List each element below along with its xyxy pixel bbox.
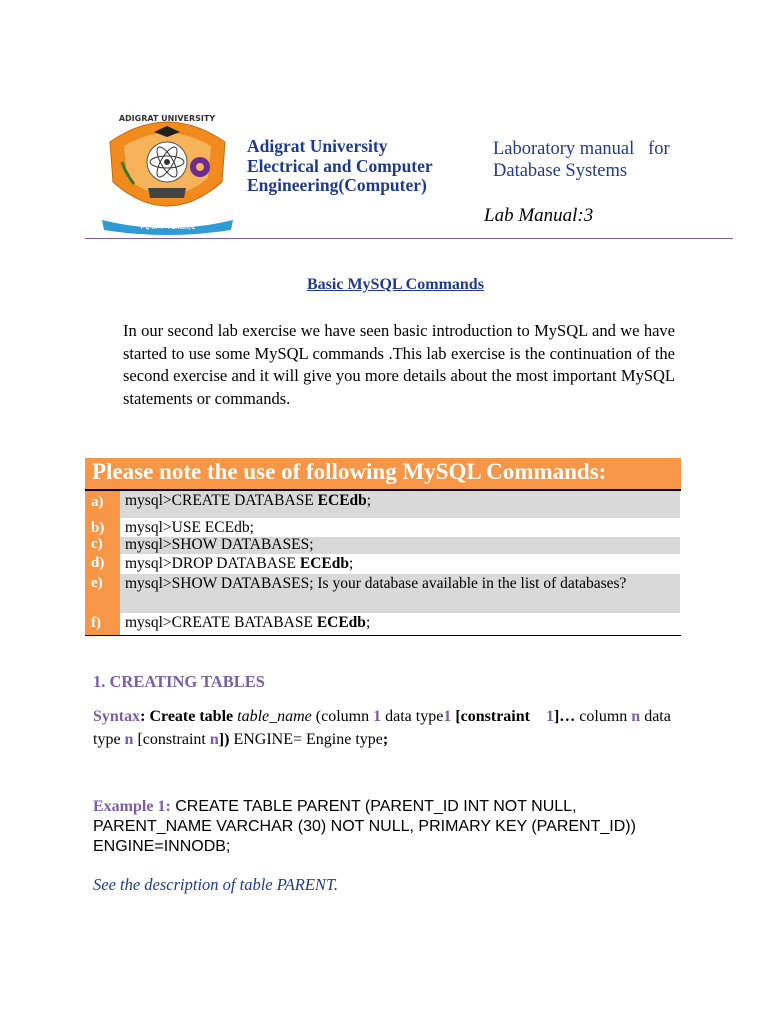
syntax-block [93,705,673,751]
command-text: mysql>SHOW DATABASES; Is your database available in the list of databases? [125,575,627,592]
university-name: Adigrat University [247,136,388,156]
command-text: mysql>SHOW DATABASES; [125,536,314,553]
row-letter-a: a) [91,494,104,510]
row-letter-f: f) [91,615,101,631]
syntax-label: Syntax [93,708,141,725]
row-letter-b: b) [91,520,105,536]
syntax-column: column [579,708,628,725]
command-db-name: ECEdb [317,492,367,509]
syntax-constraint: [constraint [137,731,206,748]
example-code: CREATE TABLE PARENT (PARENT_ID INT NOT NULL, PARENT_NAME VARCHAR (30) NOT NULL, PRIMARY KEY (PARENT_ID)) ENGINE=INNODB; [93,798,636,855]
header-divider [85,238,733,239]
syntax-column: (column [315,708,370,725]
syntax-close: ]) [218,731,230,748]
example-block [93,797,653,857]
document-title: Basic MySQL Commands [307,276,484,293]
example-label: Example 1: [93,798,171,815]
row-letter-e: e) [91,575,103,591]
syntax-index: n [209,731,219,748]
syntax-index: n [631,708,641,725]
university-block [247,137,433,196]
syntax-index: n [124,731,134,748]
intro-paragraph: In our second lab exercise we have seen basic introduction to MySQL and we have started to use some MySQL commands .This lab exercise is the continuation of the second exercise and it will give you more details about the most important MySQL statements or commands. [123,321,675,409]
command-text: mysql>CREATE BATABASE [125,614,317,631]
command-row-d [125,554,353,574]
manual-title-line1: Laboratory manual for [493,139,670,159]
university-logo [100,112,235,237]
logo-script: ዓዲግራት ዩኒቨርሲቲ [138,222,196,231]
command-text: mysql>DROP DATABASE [125,555,300,572]
command-row-f [125,613,370,633]
section-heading: 1. CREATING TABLES [93,672,265,691]
syntax-data-type: data type [385,708,444,725]
syntax-index: 1 [545,708,554,725]
syntax-create-table: Create table [149,708,234,725]
logo-text: ADIGRAT UNIVERSITY [118,114,216,123]
command-text: mysql>CREATE DATABASE [125,492,318,509]
syntax-index: 1 [373,708,382,725]
command-suffix: ; [366,492,372,509]
program-name: Engineering(Computer) [247,175,427,195]
command-row-c [125,535,314,555]
table-description-note: See the description of table PARENT. [93,875,339,894]
syntax-ellipsis: ]… [553,708,576,725]
syntax-constraint: [constraint [455,708,530,725]
syntax-semicolon: ; [382,731,389,748]
command-suffix: ; [349,555,354,572]
lab-number: Lab Manual:3 [484,205,594,226]
syntax-index: 1 [443,708,452,725]
commands-bottom-rule [85,635,681,636]
command-suffix: ; [365,614,371,631]
commands-title: Please note the use of following MySQL Commands: [92,459,607,484]
syntax-table-name: table_name [237,708,312,725]
syntax-data-type: data type [93,708,671,748]
row-letter-d: d) [91,555,105,571]
row-letter-c: c) [91,536,103,552]
command-text: mysql>USE ECEdb; [125,519,254,536]
command-db-name: ECEdb [316,614,366,631]
command-row-a [125,491,371,511]
syntax-colon: : [140,708,146,725]
command-db-name: ECEdb [299,555,349,572]
department-name: Electrical and Computer [247,155,433,176]
manual-title-block [493,138,670,182]
manual-title-line2: Database Systems [493,161,628,181]
syntax-engine: ENGINE= Engine type [233,731,383,748]
command-row-e [125,574,655,594]
